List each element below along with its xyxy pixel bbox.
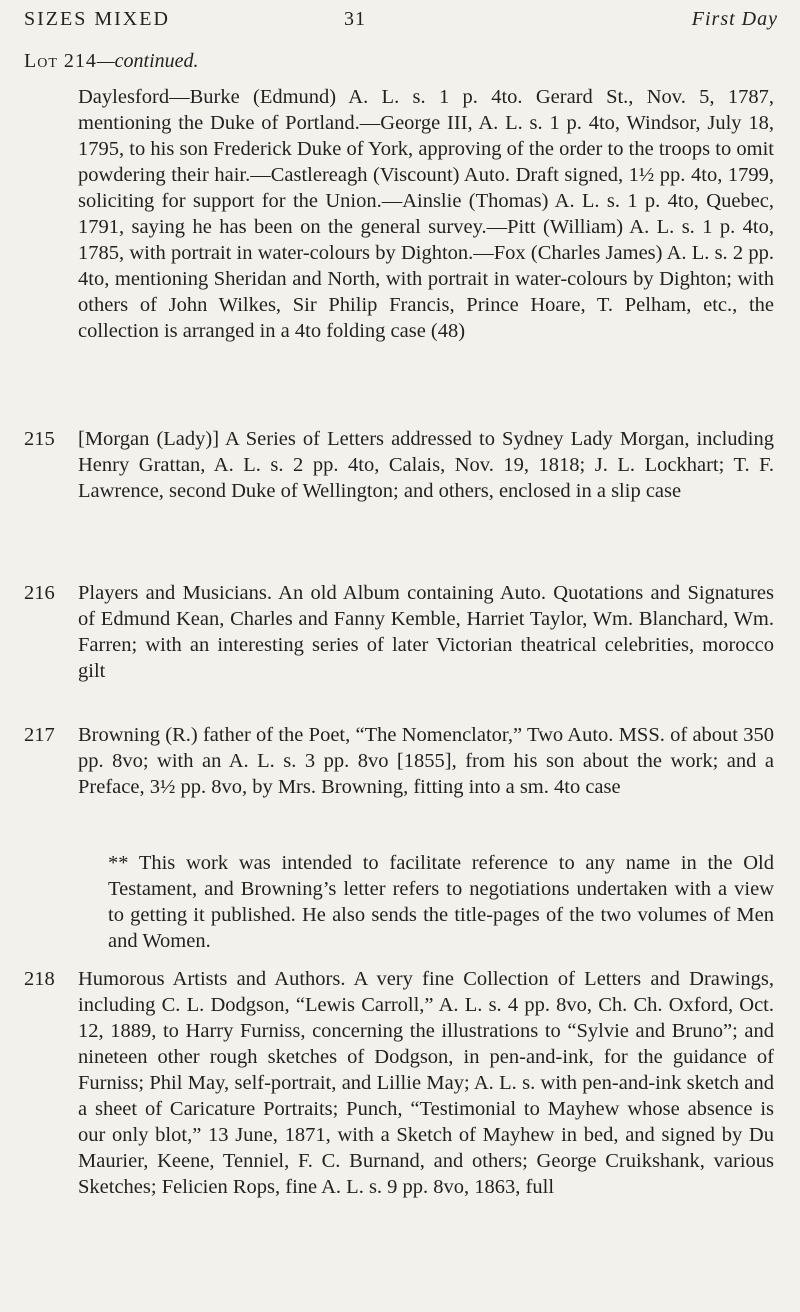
lot-note: ** This work was intended to facilitate reference to any name in the Old Testament, and Browning’s letter refers to negotiations undertaken with a view to getting it published. He also sends the title-pages of the two volumes of Men and Women. (108, 852, 774, 952)
lot-heading (24, 50, 199, 73)
lot-label: Lot 214 (24, 50, 97, 72)
lot-continued: —continued. (96, 50, 199, 72)
lot-description: Browning (R.) father of the Poet, “The Nomenclator,” Two Auto. MSS. of about 350 pp. 8vo; with an A. L. s. 3 pp. 8vo [1855], from his son about the work; and a Preface, 3½ pp. 8vo, by Mrs. Browning, fitting into a sm. 4to case (78, 724, 774, 798)
lot-description: [Morgan (Lady)] A Series of Letters addressed to Sydney Lady Morgan, including Henry Grattan, A. L. s. 2 pp. 4to, Calais, Nov. 19, 1818; J. L. Lockhart; T. F. Lawrence, second Duke of Wellington; and others, enclosed in a slip case (78, 428, 774, 502)
lot-number: 218 (24, 968, 55, 990)
page-number: 31 (344, 8, 366, 30)
lot-number: 215 (24, 428, 55, 450)
lot-description: Daylesford—Burke (Edmund) A. L. s. 1 p. 4to. Gerard St., Nov. 5, 1787, mentioning the Duke of Portland.—George III, A. L. s. 1 p. 4to, Windsor, July 18, 1795, to his son Frederick Duke of York, approving of the order to the troops to omit powdering their hair.—Castlereagh (Viscount) Auto. Draft signed, 1½ pp. 4to, 1799, soliciting for support for the Union.—Ainslie (Thomas) A. L. s. 1 p. 4to, Quebec, 1791, saying he has been on the general survey.—Pitt (William) A. L. s. 1 p. 4to, 1785, with portrait in water-colours by Dighton.—Fox (Charles James) A. L. s. 2 pp. 4to, mentioning Sheridan and North, with portrait in water-colours by Dighton; with others of John Wilkes, Sir Philip Francis, Prince Hoare, T. Pelham, etc., the collection is arranged in a 4to folding case (48) (78, 86, 774, 342)
lot-number: 216 (24, 582, 55, 604)
lot-description: Humorous Artists and Authors. A very fine Collection of Letters and Drawings, including C. L. Dodgson, “Lewis Carroll,” A. L. s. 4 pp. 8vo, Ch. Ch. Oxford, Oct. 12, 1889, to Harry Furniss, concerning the illustrations to “Sylvie and Bruno”; and nineteen other rough sketches of Dodgson, in pen-and-ink, for the guidance of Furniss; Phil May, self-portrait, and Lillie May; A. L. s. with pen-and-ink sketch and a sheet of Caricature Portraits; Punch, “Testimonial to Mayhew whose absence is our only blot,” 13 June, 1871, with a Sketch of Mayhew in bed, and signed by Du Maurier, Keene, Tenniel, F. C. Burnand, and others; George Cruikshank, various Sketches; Felicien Rops, fine A. L. s. 9 pp. 8vo, 1863, full (78, 968, 774, 1198)
running-head (24, 8, 778, 38)
lot-description: Players and Musicians. An old Album containing Auto. Quotations and Signatures of Edmund Kean, Charles and Fanny Kemble, Harriet Taylor, Wm. Blanchard, Wm. Farren; with an interesting series of later Victorian theatrical celebrities, morocco gilt (78, 582, 774, 682)
running-head-right: First Day (691, 8, 778, 30)
lot-number: 217 (24, 724, 55, 746)
running-head-left: SIZES MIXED (24, 8, 170, 30)
